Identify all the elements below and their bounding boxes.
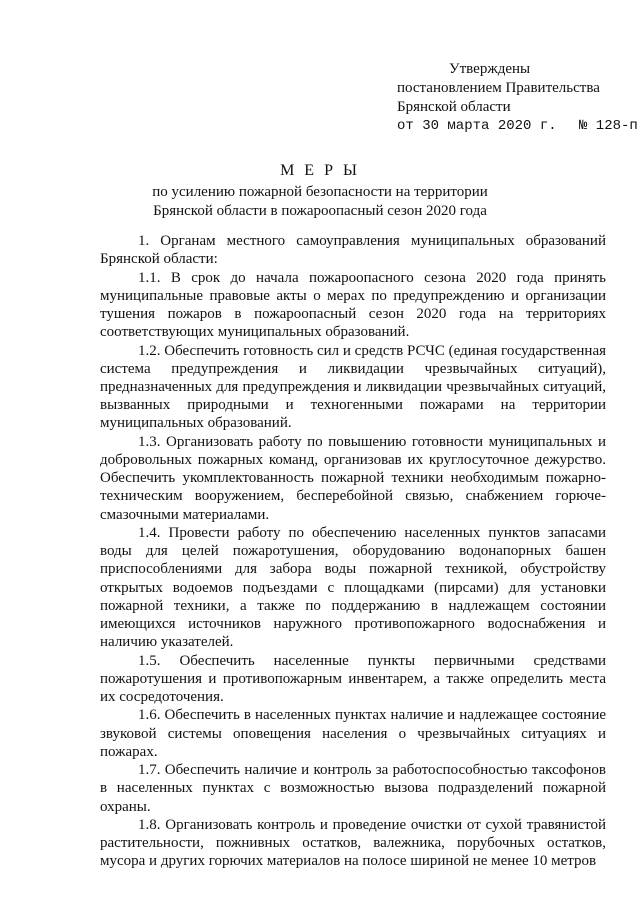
approval-date: от 30 марта 2020 г. (397, 118, 557, 134)
paragraph-1-8: 1.8. Организовать контроль и проведение очистки от сухой травянистой растительности, пожнивных остатков, валежника, порубочных остатков, мусора и других горючих материалов на полосе шириной не менее 10 метров (100, 817, 606, 870)
paragraph-1-5: 1.5. Обеспечить населенные пункты первичными средствами пожаротушения и противопожарным инвентарем, а также определить места их сосредоточения. (100, 652, 606, 706)
paragraph-1-1: 1.1. В срок до начала пожароопасного сезона 2020 года принять муниципальные правовые акты о мерах по предупреждению и организации тушения пожаров в пожароопасный сезон 2020 года на территориях соответствующих муниципальных образований. (100, 269, 606, 341)
approval-line-resolution: постановлением Правительства (397, 80, 600, 96)
paragraph-1: 1. Органам местного самоуправления муниципальных образований Брянской области: (100, 233, 606, 268)
subtitle-line-2: Брянской области в пожароопасный сезон 2020 года (153, 203, 487, 219)
paragraph-1-3: 1.3. Организовать работу по повышению готовности муниципальных и добровольных пожарных команд, организовав их круглосуточное дежурство. Обеспечить укомплектованность пожарной техники необходимым пожарно-техническим вооружением, бесперебойной связью, снабжением горюче-смазочными материалами. (100, 433, 606, 523)
document-body (100, 232, 606, 871)
approval-number: № 128-п (579, 118, 638, 134)
paragraph-1-7: 1.7. Обеспечить наличие и контроль за работоспособностью таксофонов в населенных пунктах с возможностью вызова подразделений пожарной охраны. (100, 762, 606, 815)
approval-block (397, 60, 640, 136)
approval-line-region: Брянской области (397, 99, 511, 115)
paragraph-1-2: 1.2. Обеспечить готовность сил и средств РСЧС (единая государственная система предупреждения и ликвидации чрезвычайных ситуаций), предназначенных для предупреждения и ликвидации чрезвычайных ситуаций, вызванных природными и техногенными пожарами на территории муниципальных образований. (100, 342, 606, 432)
document-title: М Е Р Ы (280, 162, 360, 179)
subtitle-line-1: по усилению пожарной безопасности на территории (152, 184, 488, 200)
document-subtitle (0, 183, 640, 221)
approval-line-approved: Утверждены (449, 61, 531, 77)
paragraph-1-4: 1.4. Провести работу по обеспечению населенных пунктов запасами воды для целей пожаротушения, оборудованию водонапорных башен приспособлениями для забора воды пожарной техникой, обустройству открытых водоемов подъездами с площадками (пирсами) для установки пожарной техники, а также по поддержанию в надлежащем состоянии имеющихся источников наружного противопожарного водоснабжения и наличию указателей. (100, 525, 606, 651)
paragraph-1-6: 1.6. Обеспечить в населенных пунктах наличие и надлежащее состояние звуковой системы оповещения населения о чрезвычайных ситуациях и пожарах. (100, 707, 606, 760)
